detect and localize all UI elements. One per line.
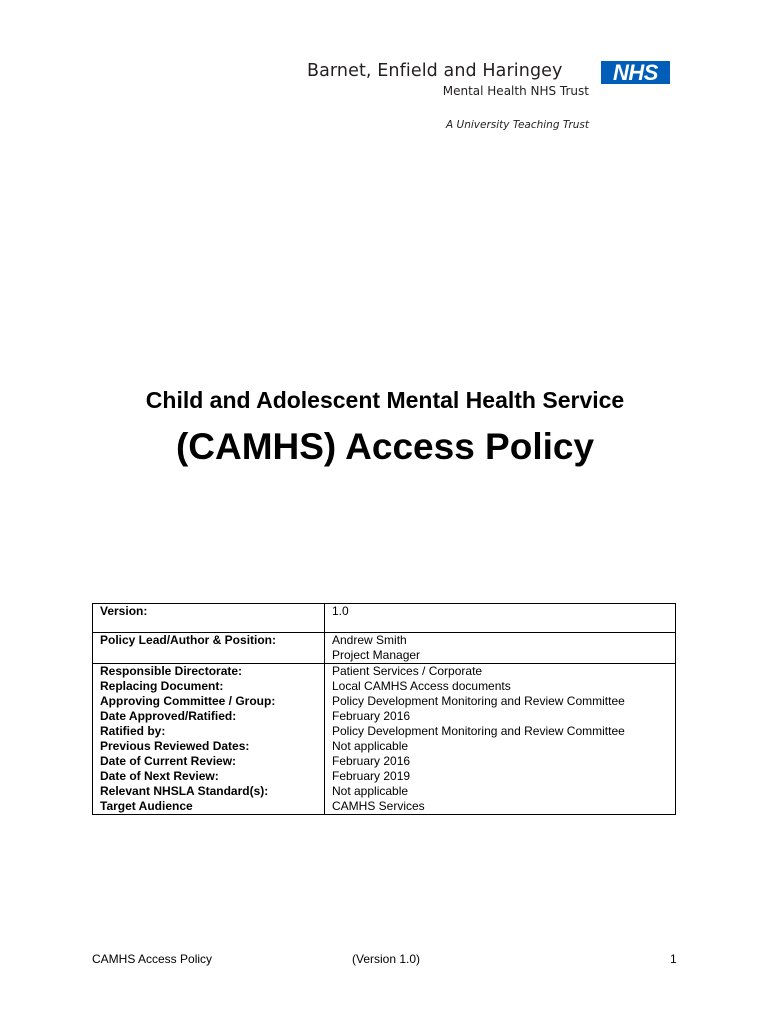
- metadata-label: Target Audience: [93, 799, 325, 815]
- table-row: [93, 604, 676, 633]
- metadata-value: February 2016: [325, 709, 676, 724]
- metadata-value: February 2019: [325, 769, 676, 784]
- metadata-label: Approving Committee / Group:: [93, 694, 325, 709]
- table-row: [93, 739, 676, 754]
- metadata-label: Previous Reviewed Dates:: [93, 739, 325, 754]
- metadata-value: CAMHS Services: [325, 799, 676, 815]
- metadata-value: [325, 633, 676, 664]
- table-row: [93, 633, 676, 664]
- footer-version: (Version 1.0): [352, 952, 421, 966]
- footer-document-name: CAMHS Access Policy: [92, 952, 213, 966]
- metadata-value: Not applicable: [325, 739, 676, 754]
- trust-tagline: A University Teaching Trust: [446, 119, 589, 131]
- org-name: Barnet, Enfield and Haringey: [307, 61, 563, 81]
- metadata-label: Version:: [93, 604, 325, 633]
- table-row: [93, 754, 676, 769]
- metadata-label: Responsible Directorate:: [93, 664, 325, 680]
- metadata-label: Relevant NHSLA Standard(s):: [93, 784, 325, 799]
- metadata-value: February 2016: [325, 754, 676, 769]
- table-row: [93, 709, 676, 724]
- metadata-value: Patient Services / Corporate: [325, 664, 676, 680]
- table-row: [93, 784, 676, 799]
- metadata-value: Policy Development Monitoring and Review Committee: [325, 724, 676, 739]
- table-row: [93, 694, 676, 709]
- metadata-label: Ratified by:: [93, 724, 325, 739]
- metadata-label: Date of Current Review:: [93, 754, 325, 769]
- trust-logo: [300, 58, 680, 138]
- metadata-value: 1.0: [325, 604, 676, 633]
- table-row: [93, 724, 676, 739]
- nhs-logo: NHS: [601, 61, 670, 84]
- metadata-label: Date Approved/Ratified:: [93, 709, 325, 724]
- table-row: [93, 679, 676, 694]
- document-title-line2: (CAMHS) Access Policy: [175, 426, 595, 467]
- lead-name: Andrew Smith: [332, 633, 407, 647]
- document-title-line1: Child and Adolescent Mental Health Service: [145, 387, 625, 413]
- table-row: [93, 799, 676, 815]
- table-row: [93, 769, 676, 784]
- metadata-label: Date of Next Review:: [93, 769, 325, 784]
- trust-subtitle: Mental Health NHS Trust: [442, 84, 589, 98]
- lead-position: Project Manager: [332, 648, 421, 662]
- document-metadata-table: [92, 603, 676, 815]
- metadata-value: Policy Development Monitoring and Review Committee: [325, 694, 676, 709]
- metadata-label: Policy Lead/Author & Position:: [93, 633, 325, 664]
- page-number: 1: [670, 952, 677, 966]
- metadata-label: Replacing Document:: [93, 679, 325, 694]
- table-row: [93, 664, 676, 680]
- metadata-value: Local CAMHS Access documents: [325, 679, 676, 694]
- metadata-value: Not applicable: [325, 784, 676, 799]
